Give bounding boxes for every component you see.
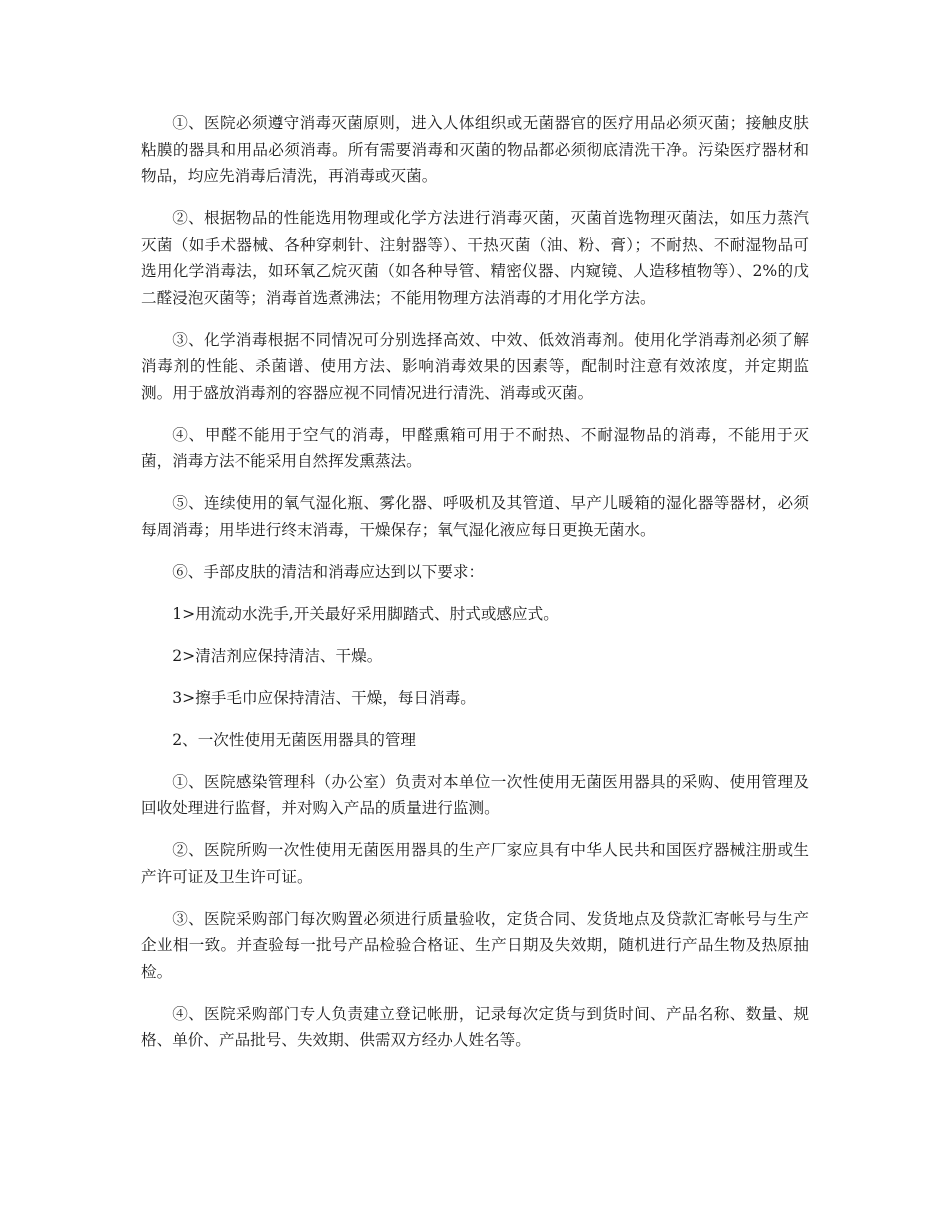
paragraph-formaldehyde: ④、甲醛不能用于空气的消毒，甲醛熏箱可用于不耐热、不耐湿物品的消毒，不能用于灭菌，消毒方法不能采用自然挥发熏蒸法。: [141, 425, 809, 470]
paragraph-chemical-disinfection: ③、化学消毒根据不同情况可分别选择高效、中效、低效消毒剂。使用化学消毒剂必须了解消毒剂的性能、杀菌谱、使用方法、影响消毒效果的因素等，配制时注意有效浓度，并定期监测。用于盛放消毒剂的容器应视不同情况进行清洗、消毒或灭菌。: [141, 330, 809, 402]
paragraph-infection-office: ①、医院感染管理科（办公室）负责对本单位一次性使用无菌医用器具的采购、使用管理及回收处理进行监督，并对购入产品的质量进行监测。: [141, 772, 809, 817]
list-item-towel: 3>擦手毛巾应保持清洁、干燥，每日消毒。: [172, 688, 476, 707]
paragraph-method-selection: ②、根据物品的性能选用物理或化学方法进行消毒灭菌，灭菌首选物理灭菌法，如压力蒸汽灭菌（如手术器械、各种穿刺针、注射器等）、干热灭菌（油、粉、膏）；不耐热、不耐湿物品可选用化学消毒法，如环氧乙烷灭菌（如各种导管、精密仪器、内窥镜、人造移植物等）、2%的戊二醛浸泡灭菌等；消毒首选煮沸法；不能用物理方法消毒的才用化学方法。: [141, 209, 809, 307]
paragraph-equipment-disinfection: ⑤、连续使用的氧气湿化瓶、雾化器、呼吸机及其管道、早产儿暖箱的湿化器等器材，必须每周消毒；用毕进行终末消毒，干燥保存；氧气湿化液应每日更换无菌水。: [141, 494, 809, 539]
paragraph-sterilization-principles: ①、医院必须遵守消毒灭菌原则，进入人体组织或无菌器官的医疗用品必须灭菌；接触皮肤粘膜的器具和用品必须消毒。所有需要消毒和灭菌的物品都必须彻底清洗干净。污染医疗器材和物品，均应先消毒后清洗，再消毒或灭菌。: [141, 114, 809, 185]
paragraph-hand-hygiene: ⑥、手部皮肤的清洁和消毒应达到以下要求：: [172, 562, 485, 581]
paragraph-registration-ledger: ④、医院采购部门专人负责建立登记帐册，记录每次定货与到货时间、产品名称、数量、规格、单价、产品批号、失效期、供需双方经办人姓名等。: [141, 1004, 809, 1049]
list-item-hand-washing: 1>用流动水洗手,开关最好采用脚踏式、肘式或感应式。: [172, 604, 559, 623]
section-heading-disposable-devices: 2、一次性使用无菌医用器具的管理: [172, 730, 417, 749]
list-item-cleanser: 2>清洁剂应保持清洁、干燥。: [172, 646, 383, 665]
document-body: [141, 110, 809, 1069]
paragraph-quality-acceptance: ③、医院采购部门每次购置必须进行质量验收，定货合同、发货地点及贷款汇寄帐号与生产企业相一致。并查验每一批号产品检验合格证、生产日期及失效期，随机进行产品生物及热原抽检。: [141, 909, 809, 981]
paragraph-manufacturer-license: ②、医院所购一次性使用无菌医用器具的生产厂家应具有中华人民共和国医疗器械注册或生产许可证及卫生许可证。: [141, 841, 809, 886]
